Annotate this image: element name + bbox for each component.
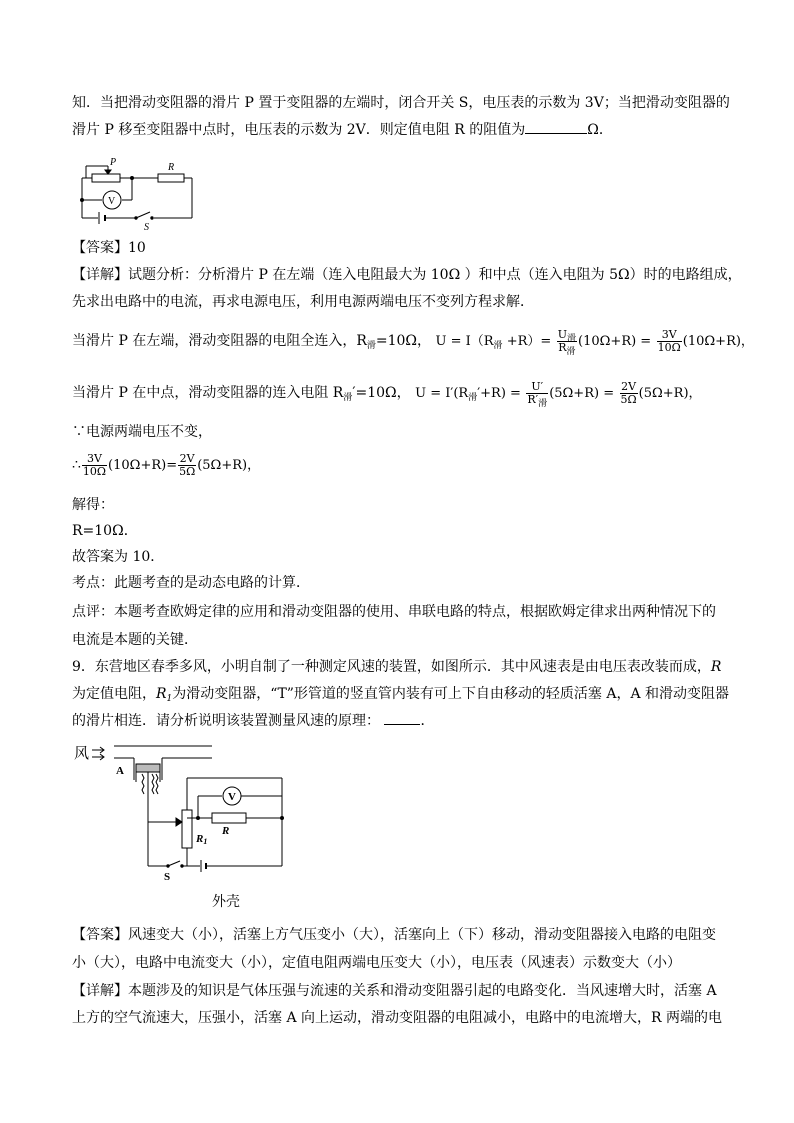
q9-wind-device-diagram [72,738,302,913]
case1-sub: 滑 [366,341,376,351]
case1-eq-sub: 滑 [493,341,503,351]
q8-case2 [72,380,702,407]
q8-line2-end: Ω． [587,122,613,138]
q8-kaodian: 考点：此题考查的是动态电路的计算． [72,575,310,591]
therefore-fraction-2: $\frac{2V}{5\Omega}$ [179,451,196,478]
q8-answer: 【答案】10 [72,240,146,256]
q9-line1-r: R [710,659,722,675]
label-r1: R1 [196,833,208,846]
label-v: V [108,196,116,207]
q9-line3-text: 的滑片相连．请分析说明该装置测量风速的原理： [72,713,380,729]
q9-answer-line2: 小（大），电路中电流变大（小），定值电阻两端电压变大（小），电压表（风速表）示数变大（小） [72,955,681,971]
case1-eq-c: (10Ω+R) = [578,334,652,349]
case2-fraction-1: $\frac{U'}{R'_滑}$ [527,379,548,409]
case2-sub: 滑 [343,393,353,403]
therefore-fraction-1: $\frac{3V}{10\Omega}$ [82,451,107,478]
case2-eq-b: ′+R) = [477,386,521,401]
q9-line2-d: 为滑动变阻器，“T”形管道的竖直管内装有可上下自由移动的轻质活塞 A，A 和滑动变阻器 [172,686,730,702]
case1-eq-a: U = I（R [435,334,494,349]
q9-answer-blank [384,712,420,725]
label-a: A [116,765,124,777]
q8-final: 故答案为 10． [72,549,165,565]
wind-arrows-icon [92,747,104,760]
therefore-pre: ∴ [72,457,81,473]
case2-eq-c: (5Ω+R) = [549,386,615,401]
case2-fraction-2: $\frac{2V}{5\Omega}$ [620,379,637,406]
case1-fraction-1: $\frac{U_滑}{R_滑}$ [557,327,577,357]
therefore-end: (5Ω+R)， [197,458,261,473]
case1-val: =10Ω， [375,333,432,349]
label-s: S [164,871,171,883]
case2-eq-d: (5Ω+R)， [638,386,702,401]
label-r: R [168,162,175,173]
q9-line2-a: 为定值电阻， [72,686,156,702]
q9-line1-text: 9．东营地区春季多风，小明自制了一种测定风速的装置，如图所示．其中风速表是由电压表改装而成， [72,659,711,675]
q8-because: ∵电源两端电压不变， [72,424,212,440]
q8-therefore [72,452,260,479]
case2-text: 当滑片 P 在中点，滑动变阻器的连入电阻 R [72,385,344,401]
label-shell: 外壳 [212,895,240,910]
case1-text: 当滑片 P 在左端，滑动变阻器的电阻全连入，R [72,333,367,349]
q8-detail-line2: 先求出电路中的电流，再求电源电压，利用电源两端电压不变列方程求解． [72,294,534,310]
case2-val: ′=10Ω， [352,385,411,401]
case1-eq-b: +R）= [502,334,552,349]
q8-circuit-diagram [72,156,202,233]
q9-text-line3 [72,711,434,731]
case2-eq-sub: 滑 [468,393,478,403]
q8-dianping-line1: 点评：本题考查欧姆定律的应用和滑动变阻器的使用、串联电路的特点，根据欧姆定律求出两种情况下的 [72,604,716,620]
q8-solve: 解得： [72,497,114,513]
q8-detail-line1: 【详解】试题分析：分析滑片 P 在左端（连入电阻最大为 10Ω ）和中点（连入电阻为 5Ω）时的电路组成， [72,267,742,283]
q9-text-line2 [72,684,729,704]
q8-text-line2 [72,120,613,140]
case1-eq-d: (10Ω+R)， [682,334,754,349]
q8-result: R=10Ω． [72,523,138,539]
q9-detail-line2: 上方的空气流速大，压强小，活塞 A 向上运动，滑动变阻器的电阻减小，电路中的电流增大，R 两端的电 [72,1010,722,1026]
label-r: R [222,825,230,837]
answer-blank [525,121,587,134]
q8-case1 [72,328,754,355]
q9-detail-line1: 【详解】本题涉及的知识是气体压强与流速的关系和滑动变阻器引起的电路变化．当风速增大时，活塞 A [72,983,717,999]
therefore-mid: (10Ω+R)= [108,458,178,473]
wind-label: 风 [74,746,90,762]
case1-fraction-2: $\frac{3V}{10\Omega}$ [657,327,681,354]
label-s: S [144,222,149,233]
case2-eq-a: U = I′(R [415,386,469,401]
label-p: P [110,157,117,168]
q8-text-line1: 知．当把滑动变阻器的滑片 P 置于变阻器的左端时，闭合开关 S，电压表的示数为 3V；当把滑动变阻器的 [72,95,730,111]
label-voltmeter: V [228,791,236,803]
q9-line2-r1: R [156,686,167,702]
q9-line3-end: ． [420,713,435,729]
q8-line2-text: 滑片 P 移至变阻器中点时，电压表的示数为 2V．则定值电阻 R 的阻值为 [72,122,526,138]
q9-text-line1 [72,657,721,677]
q9-line2-r1-sub: 1 [166,694,173,704]
q8-dianping-line2: 电流是本题的关键． [72,632,198,648]
q9-answer-line1: 【答案】风速变大（小），活塞上方气压变小（大），活塞向上（下）移动，滑动变阻器接入电路的电阻变 [72,927,716,943]
